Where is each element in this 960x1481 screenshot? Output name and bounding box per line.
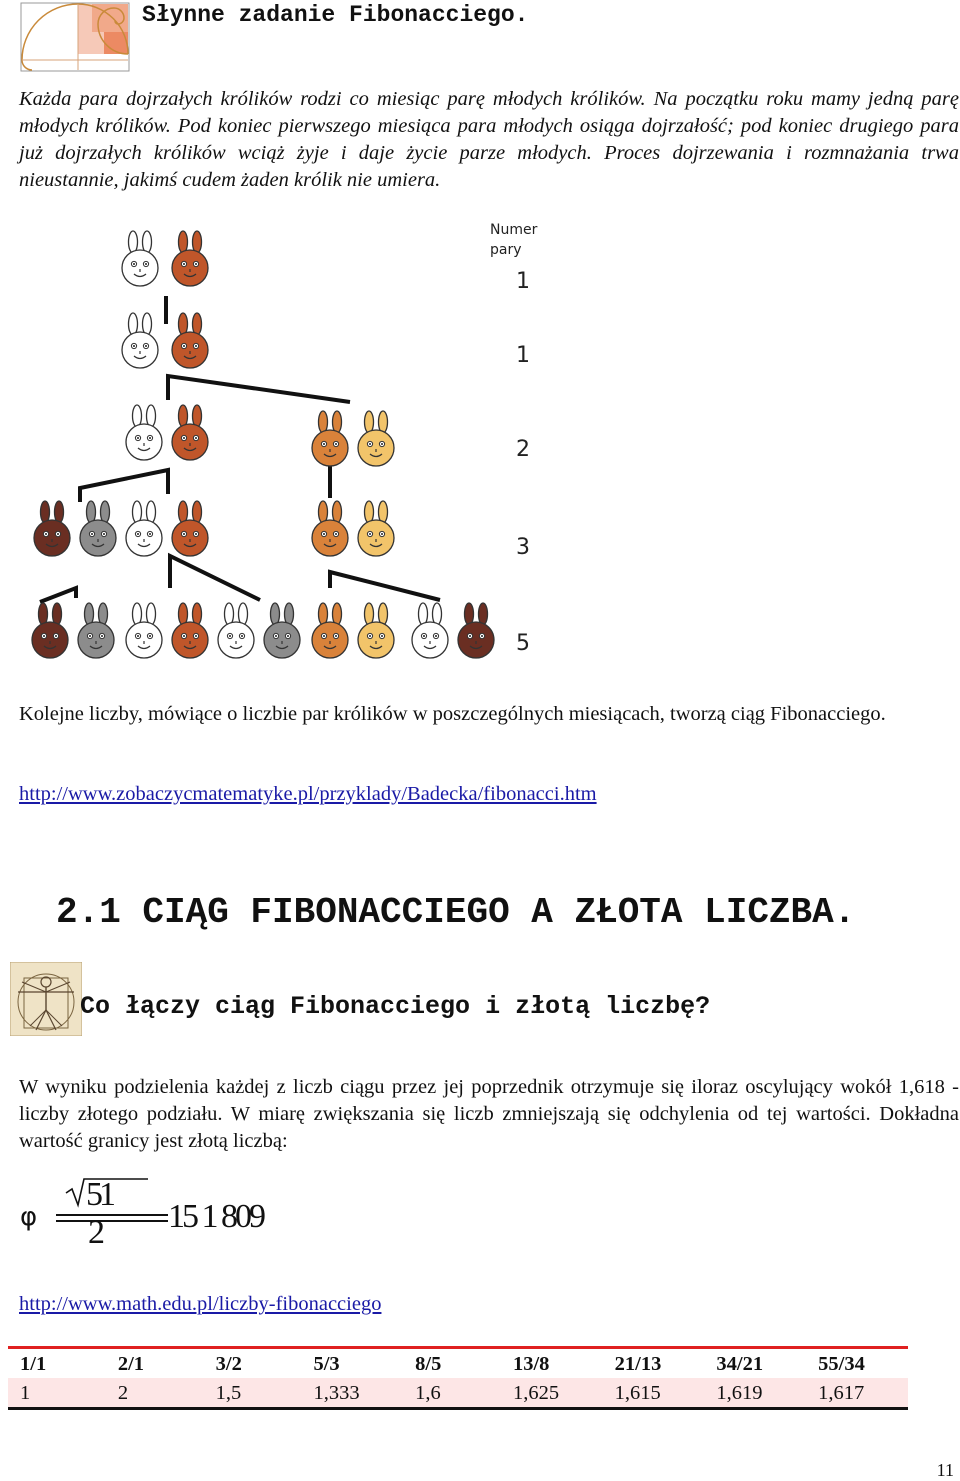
table-cell: 2 bbox=[117, 1382, 129, 1404]
table-cell: 8/5 bbox=[415, 1353, 442, 1375]
page-number: 11 bbox=[936, 1460, 954, 1480]
tree-header-numer: Numer bbox=[490, 222, 538, 238]
formula-value: 15 1 809 bbox=[168, 1198, 263, 1235]
table-cell: 21/13 bbox=[614, 1353, 662, 1375]
table-cell: 55/34 bbox=[818, 1353, 865, 1375]
pair-count: 1 bbox=[516, 269, 530, 294]
rabbit-orange bbox=[312, 603, 348, 658]
tree-header-pary: pary bbox=[490, 242, 522, 258]
source-link-zobaczycmatematyke[interactable]: http://www.zobaczycmatematyke.pl/przyklady/Badecka/fibonacci.htm bbox=[19, 783, 597, 805]
rabbit-gray bbox=[78, 603, 114, 658]
table-cell: 1,625 bbox=[512, 1382, 560, 1404]
page-title: Słynne zadanie Fibonacciego. bbox=[142, 2, 529, 28]
table-cell: 2/1 bbox=[117, 1353, 145, 1375]
rabbit-brown bbox=[172, 405, 208, 460]
rabbit-brown bbox=[172, 603, 208, 658]
fibonacci-ratio-table bbox=[8, 1346, 908, 1410]
pair-count: 1 bbox=[516, 343, 530, 368]
rabbit-brown bbox=[172, 313, 208, 368]
table-row-fractions bbox=[8, 1348, 908, 1379]
golden-ratio-formula bbox=[18, 1175, 398, 1255]
rabbit-white bbox=[218, 603, 254, 658]
rabbit-gray bbox=[264, 603, 300, 658]
rabbit-white bbox=[126, 501, 162, 556]
table-cell: 1,6 bbox=[415, 1382, 441, 1404]
phi-symbol: φ bbox=[20, 1202, 38, 1232]
rabbit-brown bbox=[172, 501, 208, 556]
rabbit-brown bbox=[172, 231, 208, 286]
vitruvian-man-icon bbox=[10, 962, 82, 1036]
table-cell: 1 bbox=[20, 1382, 31, 1404]
rabbit-yellow bbox=[358, 411, 394, 466]
rabbit-gray bbox=[80, 501, 116, 556]
table-cell: 34/21 bbox=[716, 1353, 764, 1375]
golden-ratio-paragraph: W wyniku podzielenia każdej z liczb ciągu przez jej poprzednik otrzymuje się iloraz oscylujący wokół 1,618 - liczby złotego podziału. W miarę zwiększania się liczb zmniejszają się odchylenia od tej wartości. Dokładna wartość granicy jest złotą liczbą: bbox=[19, 1076, 959, 1152]
section-question: Co łączy ciąg Fibonacciego i złotą liczbę? bbox=[80, 992, 711, 1021]
pair-count: 5 bbox=[516, 631, 530, 656]
formula-denominator: 2 bbox=[88, 1214, 105, 1251]
rabbit-white bbox=[412, 603, 448, 658]
rabbit-white bbox=[122, 231, 158, 286]
intro-paragraph: Każda para dojrzałych królików rodzi co miesiąc parę młodych królików. Na początku roku mamy jedną parę młodych królików. Pod koniec pierwszego miesiąca para młodych osiąga dojrzałość; pod koniec drugiego para już dojrzałych królików wciąż żyje i daje życie parze młodych. Proces dojrzewania i rozmnażania trwa nieustannie, jakimś cudem żaden królik nie umiera. bbox=[19, 88, 959, 191]
table-cell: 1,333 bbox=[313, 1382, 360, 1404]
rabbit-white bbox=[126, 603, 162, 658]
rabbit-dark bbox=[34, 501, 70, 556]
rabbit-yellow bbox=[358, 501, 394, 556]
source-link-math-edu[interactable]: http://www.math.edu.pl/liczby-fibonacciego bbox=[19, 1293, 382, 1315]
rabbit-white bbox=[126, 405, 162, 460]
tree-caption: Kolejne liczby, mówiące o liczbie par królików w poszczególnych miesiącach, tworzą ciąg Fibonacciego. bbox=[19, 703, 886, 725]
table-cell: 5/3 bbox=[313, 1353, 340, 1375]
section-heading: 2.1 CIĄG FIBONACCIEGO A ZŁOTA LICZBA. bbox=[56, 892, 856, 933]
rabbit-dark bbox=[32, 603, 68, 658]
rabbit-family-tree bbox=[20, 216, 580, 676]
table-cell: 1,619 bbox=[716, 1382, 763, 1404]
table-cell: 3/2 bbox=[215, 1353, 242, 1375]
formula-numerator: 51 bbox=[86, 1176, 112, 1213]
table-cell: 1,617 bbox=[818, 1382, 865, 1404]
table-cell: 1,615 bbox=[614, 1382, 661, 1404]
table-cell: 13/8 bbox=[512, 1353, 550, 1375]
rabbit-orange bbox=[312, 501, 348, 556]
rabbit-dark bbox=[458, 603, 494, 658]
table-row-values bbox=[8, 1378, 908, 1409]
table-cell: 1/1 bbox=[20, 1353, 47, 1375]
rabbit-white bbox=[122, 313, 158, 368]
table-cell: 1,5 bbox=[215, 1382, 242, 1404]
golden-spiral-logo bbox=[20, 2, 130, 72]
rabbit-yellow bbox=[358, 603, 394, 658]
rabbit-orange bbox=[312, 411, 348, 466]
pair-count: 2 bbox=[516, 437, 530, 462]
pair-count: 3 bbox=[516, 535, 530, 560]
